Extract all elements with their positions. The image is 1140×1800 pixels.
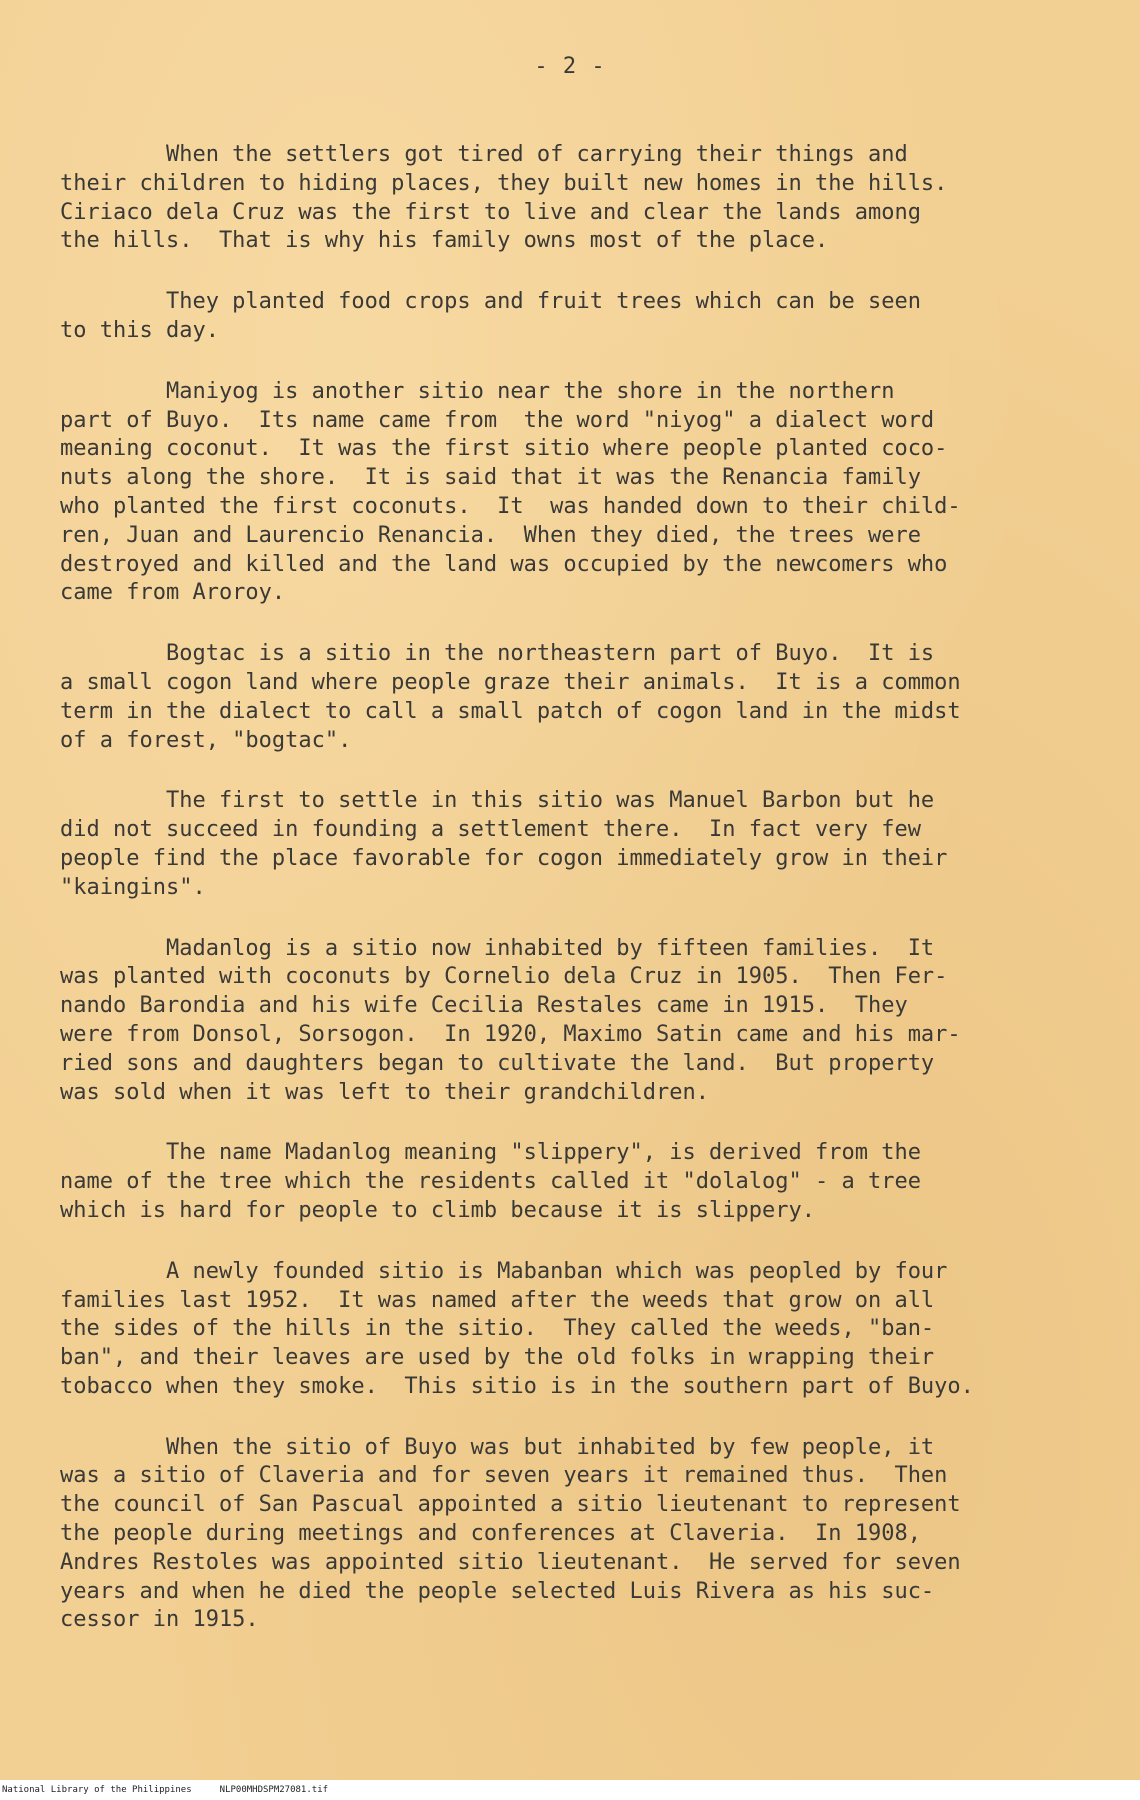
paragraph-madanlog-name: The name Madanlog meaning "slippery", is derived from the name of the tree which the residents called it "dolalog" - a tree which is hard for people to climb because it is slippery. (60, 1140, 921, 1223)
paragraph-first-settler-bogtac: The first to settle in this sitio was Manuel Barbon but he did not succeed in founding a settlement there. In fact very few people find the place favorable for cogon immediately grow in their "kaingins". (60, 788, 948, 900)
paragraph-sitio-lieutenant: When the sitio of Buyo was but inhabited by few people, it was a sitio of Claveria and for seven years it remained thus. Then the council of San Pascual appointed a sitio lieutenant to represent the people during meetings and conferences at Claveria. In 1908, Andres Restoles was appointed sitio lieutenant. He served for seven years and when he died the people selected Luis Rivera as his suc- cessor in 1915. (60, 1434, 961, 1633)
document-body (60, 141, 1080, 1667)
paragraph-mabanban: A newly founded sitio is Mabanban which was peopled by four families last 1952. It was named after the weeds that grow on all the sides of the hills in the sitio. They called the weeds, "ban- ban", and their leaves are used by the old folks in wrapping their tobacco when they smoke. This sitio is in the southern part of Buyo. (60, 1258, 974, 1399)
footer-library-name: National Library of the Philippines (2, 1785, 192, 1795)
paragraph-maniyog: Maniyog is another sitio near the shore in the northern part of Buyo. Its name came from the word "niyog" a dialect word meaning coconut. It was the first sitio where people planted coco- nuts along the shore. It is said that it was the Renancia family who planted the first coconuts. It was handed down to their child- ren, Juan and Laurencio Renancia. When they died, the trees were destroyed and killed and the land was occupied by the newcomers who came from Aroroy. (60, 378, 961, 606)
paragraph-bogtac: Bogtac is a sitio in the northeastern part of Buyo. It is a small cogon land where people graze their animals. It is a common term in the dialect to call a small patch of cogon land in the midst of a forest, "bogtac". (60, 641, 961, 753)
footer-file-id: NLP00MHDSPM27081.tif (219, 1785, 329, 1795)
paragraph-madanlog: Madanlog is a sitio now inhabited by fifteen families. It was planted with coconuts by Cornelio dela Cruz in 1905. Then Fer- nando Barondia and his wife Cecilia Restales came in 1915. They were from Donsol, Sorsogon. In 1920, Maximo Satin came and his mar- ried sons and daughters began to cultivate the land. But property was sold when it was left to their grandchildren. (60, 935, 961, 1105)
paragraph-settlers-hills: When the settlers got tired of carrying their things and their children to hiding places, they built new homes in the hills. Ciriaco dela Cruz was the first to live and clear the lands among the hills. That is why his family owns most of the place. (60, 142, 948, 254)
page-number: - 2 - (534, 54, 606, 79)
paragraph-food-crops: They planted food crops and fruit trees which can be seen to this day. (60, 289, 921, 343)
scan-footer (0, 1780, 1140, 1800)
